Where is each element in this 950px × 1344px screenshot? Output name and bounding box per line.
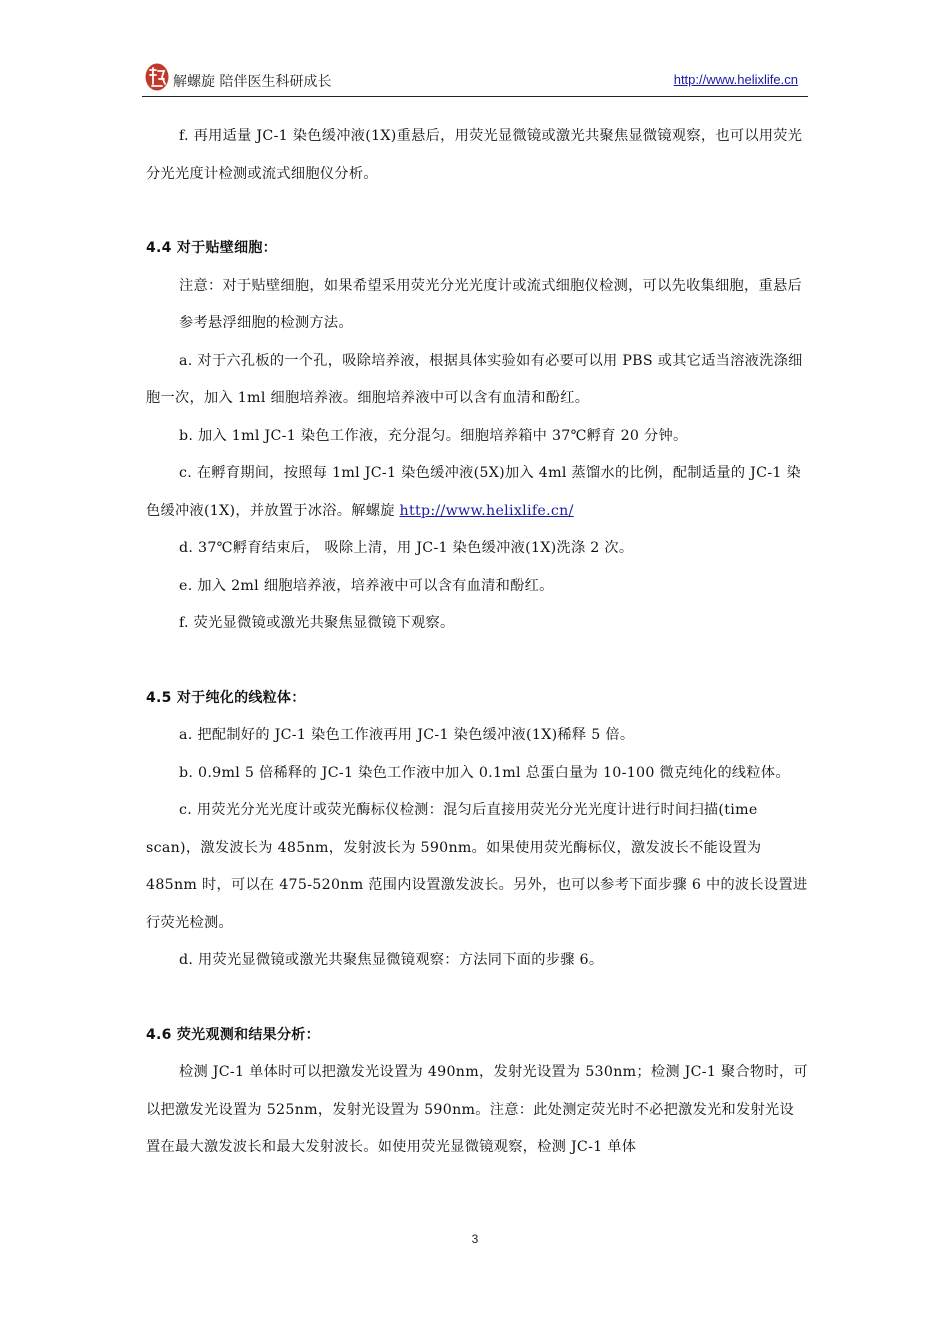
para-f-resuspend	[146, 118, 808, 193]
para-4-4-d	[146, 530, 808, 568]
helix-seal-logo	[144, 62, 170, 92]
para-4-5-d	[146, 942, 808, 980]
paragraph-text: 参考悬浮细胞的检测方法。	[179, 315, 353, 331]
para-4-4-a	[146, 343, 808, 418]
paragraph-text: a. 把配制好的 JC-1 染色工作液再用 JC-1 染色缓冲液(1X)稀释 5 倍。	[179, 727, 635, 743]
para-note-adherent	[146, 268, 808, 306]
paragraph-text: e. 加入 2ml 细胞培养液，培养液中可以含有血清和酚红。	[179, 577, 554, 594]
para-4-4-b	[146, 418, 808, 456]
paragraph-text: a. 对于六孔板的一个孔，吸除培养液，根据具体实验如有必要可以用 PBS 或其它适当溶液洗涤细胞一次，加入 1ml 细胞培养液。细胞培养液中可以含有血清和酚红。	[146, 352, 803, 406]
paragraph-gap	[146, 980, 808, 1017]
paragraph-text: c. 用荧光分光光度计或荧光酶标仪检测：混匀后直接用荧光分光光度计进行时间扫描(time scan)，激发波长为 485nm，发射波长为 590nm。如果使用荧光酶标仪，激发波长不能设置为 485nm 时，可以在 475-520nm 范围内设置激发波长。另外，也可以参考下面步骤 6 中的波长设置进行荧光检测。	[146, 802, 808, 931]
section-4-4-heading: 4.4 对于贴壁细胞：	[146, 240, 277, 256]
section-4-5-heading: 4.5 对于纯化的线粒体：	[146, 689, 306, 706]
header-url-link[interactable]: http://www.helixlife.cn	[673, 72, 798, 87]
para-4-4-e	[146, 568, 808, 606]
helixlife-link[interactable]: http://www.helixlife.cn/	[399, 502, 574, 519]
document-body	[146, 118, 808, 1167]
para-4-5-b	[146, 755, 808, 793]
para-reference-suspension	[146, 305, 808, 343]
brand-tagline: 解螺旋 陪伴医生科研成长	[173, 74, 332, 90]
para-4-4-f	[146, 605, 808, 643]
para-4-5-c	[146, 792, 808, 942]
paragraph-text: f. 再用适量 JC-1 染色缓冲液(1X)重悬后，用荧光显微镜或激光共聚焦显微镜观察，也可以用荧光分光光度计检测或流式细胞仪分析。	[146, 128, 803, 182]
paragraph-text: 检测 JC-1 单体时可以把激发光设置为 490nm，发射光设置为 530nm；检测 JC-1 聚合物时，可以把激发光设置为 525nm，发射光设置为 590nm。注意：此处测定荧光时不必把激发光和发射光设置在最大激发波长和最大发射波长。如使用荧光显微镜观察，检测 JC-1 单体	[146, 1064, 808, 1155]
paragraph-text: c. 在孵育期间，按照每 1ml JC-1 染色缓冲液(5X)加入 4ml 蒸馏水的比例，配制适量的 JC-1 染色缓冲液(1X)，并放置于冰浴。解螺旋	[146, 465, 802, 519]
paragraph-gap	[146, 643, 808, 680]
paragraph-gap	[146, 193, 808, 230]
para-4-6-body	[146, 1054, 808, 1167]
page-header	[142, 60, 808, 97]
paragraph-text: b. 加入 1ml JC-1 染色工作液，充分混匀。细胞培养箱中 37℃孵育 20 分钟。	[179, 427, 688, 444]
paragraph-text: 注意：对于贴壁细胞，如果希望采用荧光分光光度计或流式细胞仪检测，可以先收集细胞，重悬后	[179, 277, 802, 294]
section-4-6-heading: 4.6 荧光观测和结果分析：	[146, 1026, 320, 1043]
paragraph-text: d. 用荧光显微镜或激光共聚焦显微镜观察：方法同下面的步骤 6。	[179, 952, 604, 968]
page-number: 3	[471, 1232, 479, 1246]
para-4-4-c	[146, 455, 808, 530]
paragraph-text: b. 0.9ml 5 倍稀释的 JC-1 染色工作液中加入 0.1ml 总蛋白量为 10-100 微克纯化的线粒体。	[179, 764, 790, 781]
paragraph-text: d. 37℃孵育结束后， 吸除上清，用 JC-1 染色缓冲液(1X)洗涤 2 次。	[179, 540, 634, 556]
paragraph-text: f. 荧光显微镜或激光共聚焦显微镜下观察。	[179, 615, 455, 631]
para-4-5-a	[146, 717, 808, 755]
